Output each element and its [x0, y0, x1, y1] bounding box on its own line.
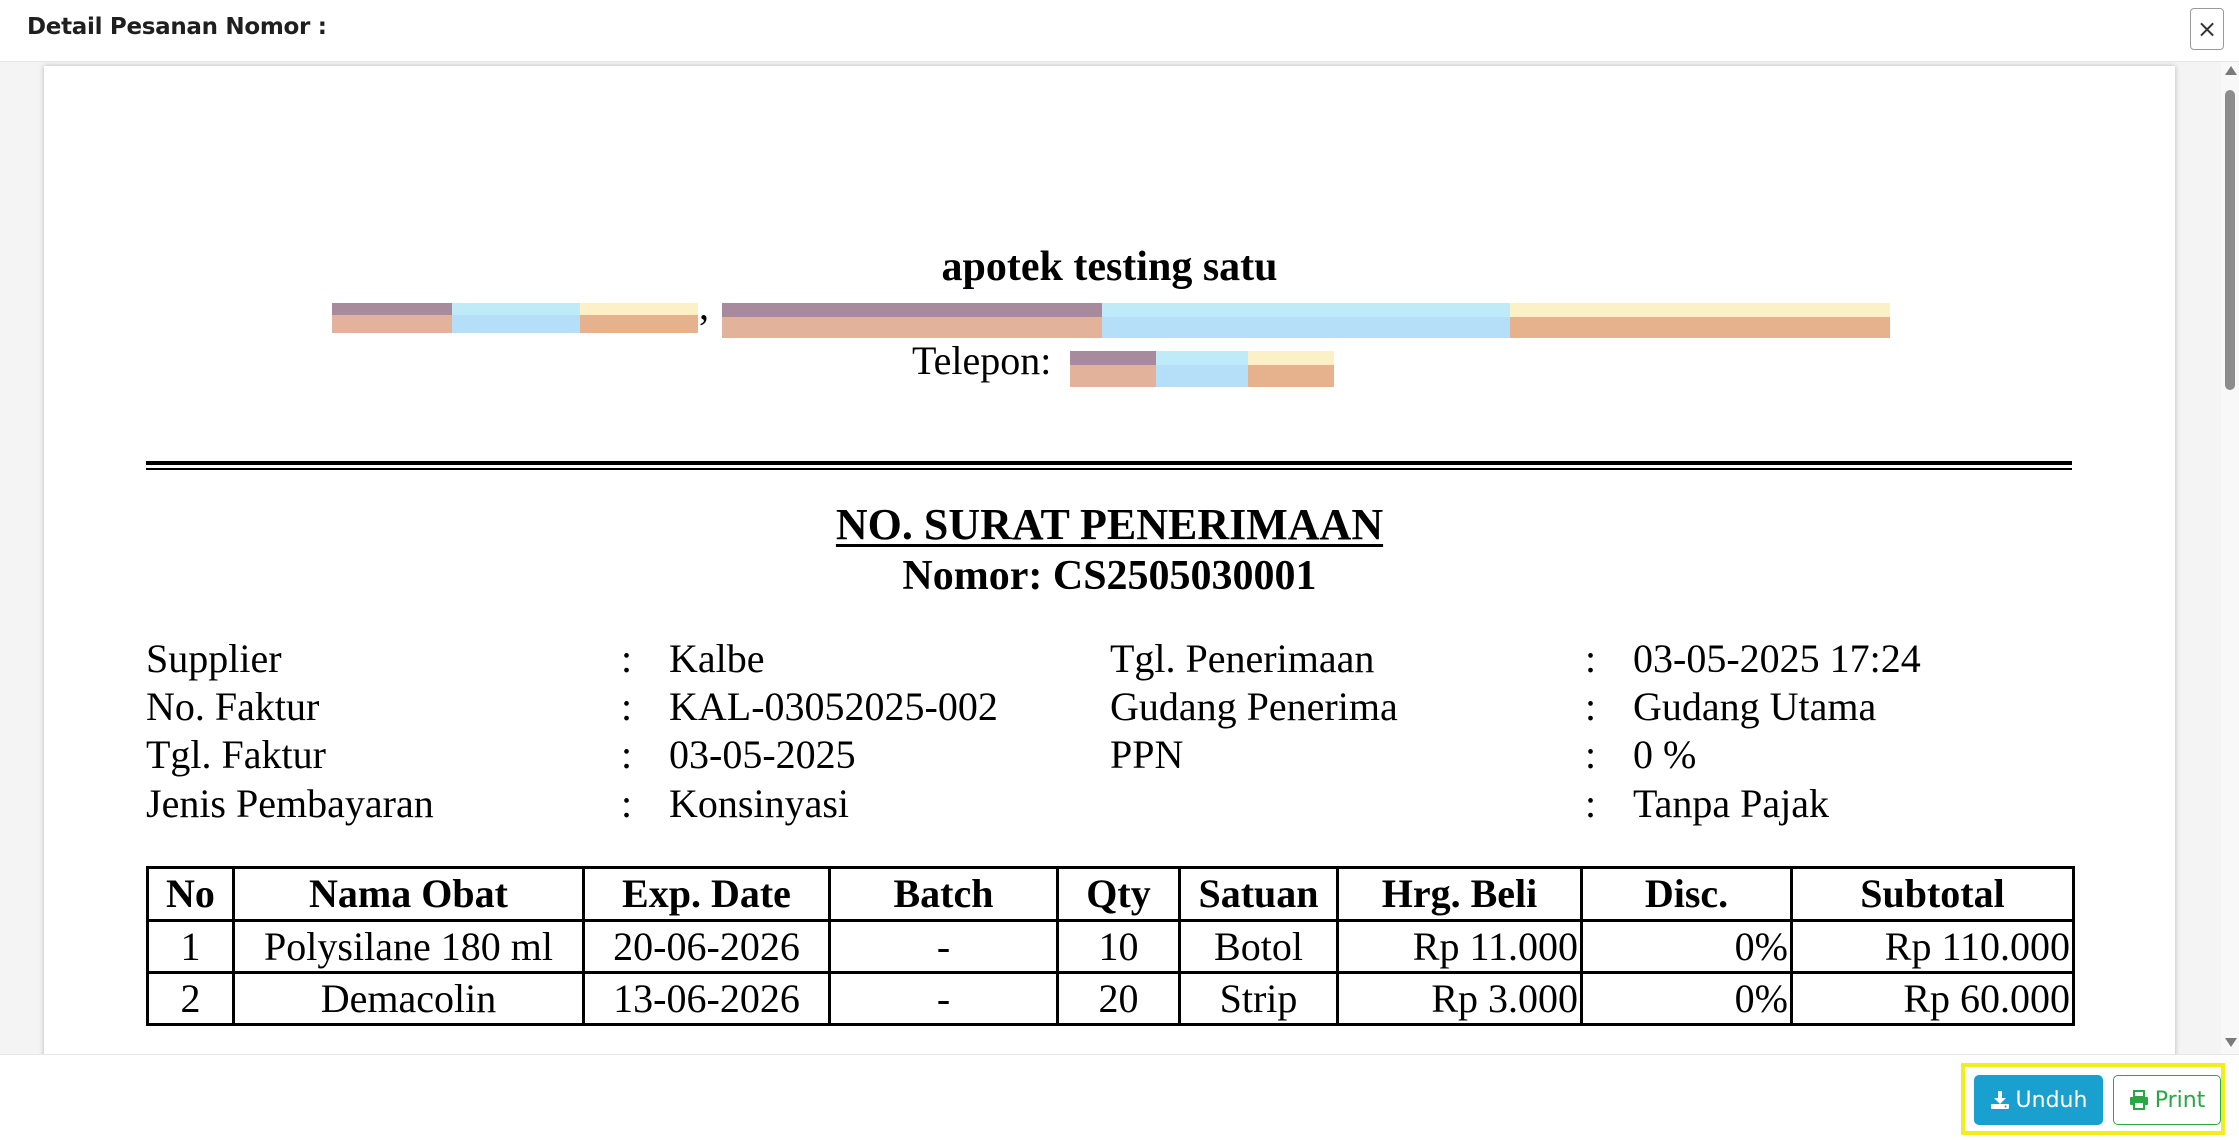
document-title-text: NO. SURAT PENERIMAAN: [835, 500, 1384, 549]
cell-nama-obat: Polysilane 180 ml: [234, 921, 584, 973]
info-value-pajak: Tanpa Pajak: [1633, 781, 1830, 826]
info-colon: :: [1585, 684, 1597, 729]
print-button[interactable]: [2113, 1075, 2221, 1125]
column-header: Disc.: [1582, 868, 1792, 921]
info-value-ppn: 0 %: [1633, 732, 1697, 777]
info-colon: :: [621, 636, 633, 681]
info-value-no-faktur: KAL-03052025-002: [669, 684, 998, 729]
unduh-label: Unduh: [2015, 1087, 2088, 1113]
store-name: apotek testing satu: [941, 244, 1278, 290]
info-label: Gudang Penerima: [1110, 684, 1398, 729]
scrollbar-thumb[interactable]: [2225, 90, 2235, 390]
cell-subtotal: Rp 110.000: [1792, 921, 2074, 973]
vertical-scrollbar[interactable]: [2221, 62, 2239, 1054]
modal-title: Detail Pesanan Nomor :: [27, 14, 327, 40]
document-preview: [44, 66, 2175, 1054]
modal-footer: [0, 1054, 2239, 1140]
cell-qty: 10: [1058, 921, 1180, 973]
info-colon: :: [1585, 781, 1597, 826]
items-table: [146, 866, 2075, 1026]
cell-qty: 20: [1058, 973, 1180, 1025]
unduh-button[interactable]: [1974, 1075, 2103, 1125]
column-header: Nama Obat: [234, 868, 584, 921]
document-number: Nomor: CS2505030001: [902, 553, 1317, 599]
info-value-supplier: Kalbe: [669, 636, 765, 681]
info-value-jenis-pembayaran: Konsinyasi: [669, 781, 849, 826]
info-label: Jenis Pembayaran: [146, 781, 434, 826]
info-colon: :: [1585, 636, 1597, 681]
info-label: No. Faktur: [146, 684, 320, 729]
cell-satuan: Botol: [1180, 921, 1338, 973]
column-header: No: [148, 868, 234, 921]
cell-harga-beli: Rp 11.000: [1338, 921, 1582, 973]
cell-satuan: Strip: [1180, 973, 1338, 1025]
cell-nama-obat: Demacolin: [234, 973, 584, 1025]
table-header-row: [148, 868, 2074, 921]
document-title: [44, 501, 2175, 549]
column-header: Subtotal: [1792, 868, 2074, 921]
cell-exp-date: 13-06-2026: [584, 973, 830, 1025]
info-value-gudang: Gudang Utama: [1633, 684, 1877, 729]
close-button[interactable]: ×: [2190, 8, 2224, 50]
column-header: Hrg. Beli: [1338, 868, 1582, 921]
cell-subtotal: Rp 60.000: [1792, 973, 2074, 1025]
cell-no: 1: [148, 921, 234, 973]
scroll-up-arrow-icon[interactable]: [2225, 66, 2237, 75]
cell-exp-date: 20-06-2026: [584, 921, 830, 973]
modal-body[interactable]: [0, 62, 2239, 1054]
info-value-tgl-penerimaan: 03-05-2025 17:24: [1633, 636, 1921, 681]
cell-no: 2: [148, 973, 234, 1025]
info-label: Tgl. Penerimaan: [1110, 636, 1375, 681]
table-row: [148, 921, 2074, 973]
info-colon: :: [621, 732, 633, 777]
download-icon: [1990, 1090, 2010, 1110]
print-label: Print: [2154, 1087, 2206, 1113]
cell-batch: -: [830, 921, 1058, 973]
info-value-tgl-faktur: 03-05-2025: [669, 732, 856, 777]
cell-batch: -: [830, 973, 1058, 1025]
header-divider: [146, 461, 2072, 465]
column-header: Exp. Date: [584, 868, 830, 921]
printer-icon: [2129, 1090, 2149, 1110]
info-colon: :: [1585, 732, 1597, 777]
info-label: PPN: [1110, 732, 1184, 777]
address-separator: ,: [699, 283, 709, 328]
cell-disc: 0%: [1582, 973, 1792, 1025]
scroll-down-arrow-icon[interactable]: [2225, 1038, 2237, 1047]
info-label: Tgl. Faktur: [146, 732, 326, 777]
info-colon: :: [621, 781, 633, 826]
header-divider-thin: [146, 468, 2072, 470]
cell-harga-beli: Rp 3.000: [1338, 973, 1582, 1025]
column-header: Batch: [830, 868, 1058, 921]
info-colon: :: [621, 684, 633, 729]
info-label: Supplier: [146, 636, 282, 681]
cell-disc: 0%: [1582, 921, 1792, 973]
column-header: Satuan: [1180, 868, 1338, 921]
modal-header: [0, 0, 2239, 62]
phone-label: Telepon:: [912, 338, 1052, 383]
column-header: Qty: [1058, 868, 1180, 921]
table-row: [148, 973, 2074, 1025]
